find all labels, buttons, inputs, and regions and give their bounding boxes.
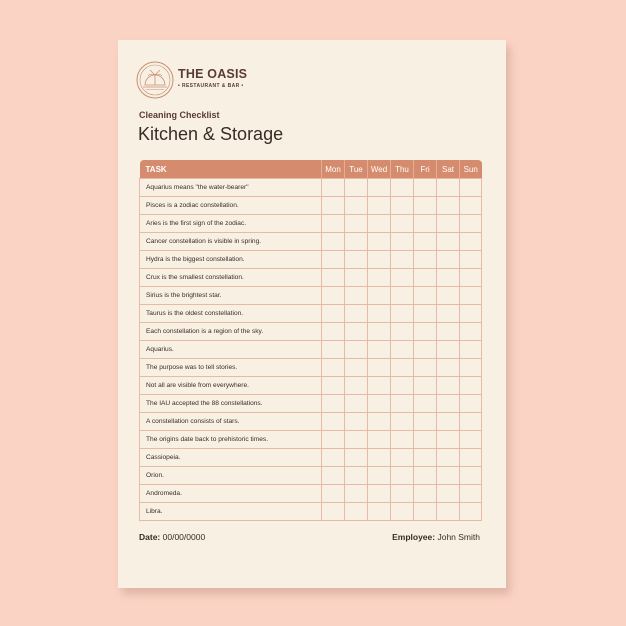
checkbox-cell-wed[interactable] (368, 395, 391, 413)
checkbox-cell-sun[interactable] (460, 449, 482, 467)
checkbox-cell-sun[interactable] (460, 395, 482, 413)
day-header-wed: Wed (368, 160, 391, 179)
checkbox-cell-sat[interactable] (437, 269, 460, 287)
checklist-table (139, 160, 482, 521)
table-row (140, 377, 482, 395)
checkbox-cell-sat[interactable] (437, 305, 460, 323)
checkbox-cell-fri[interactable] (414, 503, 437, 521)
date-label: Date: (139, 532, 161, 542)
table-row (140, 449, 482, 467)
task-label: Cassiopeia. (140, 449, 322, 467)
table-row (140, 485, 482, 503)
checkbox-cell-mon[interactable] (322, 305, 345, 323)
checkbox-cell-tue[interactable] (345, 323, 368, 341)
checkbox-cell-fri[interactable] (414, 341, 437, 359)
checkbox-cell-fri[interactable] (414, 359, 437, 377)
day-header-mon: Mon (322, 160, 345, 179)
checkbox-cell-wed[interactable] (368, 251, 391, 269)
day-header-tue: Tue (345, 160, 368, 179)
checkbox-cell-mon[interactable] (322, 269, 345, 287)
checkbox-cell-sun[interactable] (460, 197, 482, 215)
task-label: Aries is the first sign of the zodiac. (140, 215, 322, 233)
day-header-thu: Thu (391, 160, 414, 179)
checkbox-cell-sat[interactable] (437, 503, 460, 521)
checkbox-cell-tue[interactable] (345, 377, 368, 395)
task-label: Each constellation is a region of the sky. (140, 323, 322, 341)
checkbox-cell-tue[interactable] (345, 305, 368, 323)
task-label: A constellation consists of stars. (140, 413, 322, 431)
checkbox-cell-sun[interactable] (460, 503, 482, 521)
checkbox-cell-mon[interactable] (322, 431, 345, 449)
checkbox-cell-sat[interactable] (437, 377, 460, 395)
checkbox-cell-fri[interactable] (414, 251, 437, 269)
checkbox-cell-mon[interactable] (322, 449, 345, 467)
checkbox-cell-sun[interactable] (460, 215, 482, 233)
table-row (140, 359, 482, 377)
table-row (140, 287, 482, 305)
employee-label: Employee: (392, 532, 436, 542)
checkbox-cell-fri[interactable] (414, 395, 437, 413)
checkbox-cell-sun[interactable] (460, 413, 482, 431)
day-header-sat: Sat (437, 160, 460, 179)
checkbox-cell-mon[interactable] (322, 233, 345, 251)
checkbox-cell-tue[interactable] (345, 467, 368, 485)
checkbox-cell-sat[interactable] (437, 431, 460, 449)
task-label: Aquarius means "the water-bearer" (140, 179, 322, 197)
table-row (140, 395, 482, 413)
task-column-header: TASK (140, 160, 322, 179)
checkbox-cell-wed[interactable] (368, 413, 391, 431)
date-value: 00/00/0000 (162, 532, 206, 542)
day-header-fri: Fri (414, 160, 437, 179)
checkbox-cell-tue[interactable] (345, 197, 368, 215)
task-label: Sirius is the brightest star. (140, 287, 322, 305)
checkbox-cell-wed[interactable] (368, 503, 391, 521)
checkbox-cell-tue[interactable] (345, 413, 368, 431)
checkbox-cell-sun[interactable] (460, 233, 482, 251)
checkbox-cell-mon[interactable] (322, 395, 345, 413)
checkbox-cell-sun[interactable] (460, 269, 482, 287)
table-row (140, 269, 482, 287)
checkbox-cell-fri[interactable] (414, 269, 437, 287)
checkbox-cell-wed[interactable] (368, 467, 391, 485)
checkbox-cell-tue[interactable] (345, 287, 368, 305)
checkbox-cell-tue[interactable] (345, 341, 368, 359)
checkbox-cell-sat[interactable] (437, 215, 460, 233)
checkbox-cell-sat[interactable] (437, 413, 460, 431)
checkbox-cell-wed[interactable] (368, 215, 391, 233)
checkbox-cell-mon[interactable] (322, 179, 345, 197)
table-row (140, 251, 482, 269)
checkbox-cell-mon[interactable] (322, 251, 345, 269)
checkbox-cell-sat[interactable] (437, 359, 460, 377)
checkbox-cell-thu[interactable] (391, 359, 414, 377)
checkbox-cell-thu[interactable] (391, 233, 414, 251)
checkbox-cell-fri[interactable] (414, 287, 437, 305)
checkbox-cell-wed[interactable] (368, 377, 391, 395)
checkbox-cell-thu[interactable] (391, 395, 414, 413)
checkbox-cell-wed[interactable] (368, 287, 391, 305)
checkbox-cell-mon[interactable] (322, 377, 345, 395)
checkbox-cell-sun[interactable] (460, 341, 482, 359)
checkbox-cell-fri[interactable] (414, 377, 437, 395)
checkbox-cell-mon[interactable] (322, 359, 345, 377)
task-label: Crux is the smallest constellation. (140, 269, 322, 287)
checkbox-cell-thu[interactable] (391, 197, 414, 215)
checkbox-cell-thu[interactable] (391, 269, 414, 287)
checkbox-cell-tue[interactable] (345, 503, 368, 521)
employee-value: John Smith (437, 532, 480, 542)
task-label: Libra. (140, 503, 322, 521)
checkbox-cell-thu[interactable] (391, 215, 414, 233)
brand-name: THE OASIS (178, 67, 248, 81)
checkbox-cell-mon[interactable] (322, 467, 345, 485)
checkbox-cell-fri[interactable] (414, 413, 437, 431)
checkbox-cell-sun[interactable] (460, 431, 482, 449)
checkbox-cell-thu[interactable] (391, 467, 414, 485)
checkbox-cell-mon[interactable] (322, 341, 345, 359)
checkbox-cell-tue[interactable] (345, 485, 368, 503)
task-label: Aquarius. (140, 341, 322, 359)
checkbox-cell-sun[interactable] (460, 467, 482, 485)
table-row (140, 197, 482, 215)
page-subtitle: Cleaning Checklist (139, 110, 220, 120)
checkbox-cell-wed[interactable] (368, 233, 391, 251)
table-row (140, 467, 482, 485)
checkbox-cell-wed[interactable] (368, 179, 391, 197)
checkbox-cell-fri[interactable] (414, 305, 437, 323)
palm-sun-logo-icon (136, 61, 174, 99)
checkbox-cell-mon[interactable] (322, 503, 345, 521)
checkbox-cell-sun[interactable] (460, 251, 482, 269)
checkbox-cell-thu[interactable] (391, 485, 414, 503)
checkbox-cell-sun[interactable] (460, 359, 482, 377)
checkbox-cell-fri[interactable] (414, 179, 437, 197)
checkbox-cell-wed[interactable] (368, 485, 391, 503)
checkbox-cell-sat[interactable] (437, 449, 460, 467)
checkbox-cell-sat[interactable] (437, 179, 460, 197)
checkbox-cell-sun[interactable] (460, 377, 482, 395)
checkbox-cell-sun[interactable] (460, 485, 482, 503)
checkbox-cell-sat[interactable] (437, 197, 460, 215)
checkbox-cell-thu[interactable] (391, 413, 414, 431)
checkbox-cell-wed[interactable] (368, 305, 391, 323)
table-row (140, 233, 482, 251)
checkbox-cell-sun[interactable] (460, 287, 482, 305)
day-header-sun: Sun (460, 160, 482, 179)
task-label: The IAU accepted the 88 constellations. (140, 395, 322, 413)
checkbox-cell-thu[interactable] (391, 179, 414, 197)
checkbox-cell-sat[interactable] (437, 467, 460, 485)
employee-field (392, 532, 480, 542)
checkbox-cell-fri[interactable] (414, 215, 437, 233)
checkbox-cell-wed[interactable] (368, 359, 391, 377)
table-row (140, 323, 482, 341)
table-row (140, 503, 482, 521)
table-row (140, 215, 482, 233)
table-row (140, 305, 482, 323)
checkbox-cell-sat[interactable] (437, 233, 460, 251)
checkbox-cell-fri[interactable] (414, 431, 437, 449)
checkbox-cell-thu[interactable] (391, 287, 414, 305)
checkbox-cell-thu[interactable] (391, 305, 414, 323)
table-header-row (140, 160, 482, 179)
task-label: Pisces is a zodiac constellation. (140, 197, 322, 215)
checkbox-cell-tue[interactable] (345, 215, 368, 233)
checkbox-cell-sat[interactable] (437, 485, 460, 503)
checkbox-cell-tue[interactable] (345, 359, 368, 377)
checkbox-cell-tue[interactable] (345, 431, 368, 449)
checkbox-cell-thu[interactable] (391, 431, 414, 449)
checkbox-cell-tue[interactable] (345, 251, 368, 269)
task-label: Taurus is the oldest constellation. (140, 305, 322, 323)
task-label: Andromeda. (140, 485, 322, 503)
checkbox-cell-sat[interactable] (437, 323, 460, 341)
checklist-sheet (118, 40, 506, 588)
checkbox-cell-fri[interactable] (414, 467, 437, 485)
task-label: Not all are visible from everywhere. (140, 377, 322, 395)
brand-tagline: • RESTAURANT & BAR • (178, 83, 244, 89)
checkbox-cell-thu[interactable] (391, 341, 414, 359)
checkbox-cell-thu[interactable] (391, 503, 414, 521)
checkbox-cell-wed[interactable] (368, 197, 391, 215)
checkbox-cell-fri[interactable] (414, 197, 437, 215)
checkbox-cell-tue[interactable] (345, 233, 368, 251)
checkbox-cell-sun[interactable] (460, 323, 482, 341)
checkbox-cell-thu[interactable] (391, 377, 414, 395)
task-label: Hydra is the biggest constellation. (140, 251, 322, 269)
table-row (140, 431, 482, 449)
checkbox-cell-tue[interactable] (345, 179, 368, 197)
checkbox-cell-mon[interactable] (322, 485, 345, 503)
checkbox-cell-tue[interactable] (345, 269, 368, 287)
checkbox-cell-sat[interactable] (437, 251, 460, 269)
checkbox-cell-mon[interactable] (322, 323, 345, 341)
task-label: Cancer constellation is visible in spring. (140, 233, 322, 251)
page-title: Kitchen & Storage (138, 124, 284, 144)
checkbox-cell-fri[interactable] (414, 485, 437, 503)
checkbox-cell-thu[interactable] (391, 323, 414, 341)
checkbox-cell-fri[interactable] (414, 449, 437, 467)
checkbox-cell-mon[interactable] (322, 215, 345, 233)
checkbox-cell-wed[interactable] (368, 269, 391, 287)
checkbox-cell-fri[interactable] (414, 323, 437, 341)
checkbox-cell-thu[interactable] (391, 251, 414, 269)
checkbox-cell-tue[interactable] (345, 449, 368, 467)
task-label: Orion. (140, 467, 322, 485)
task-label: The purpose was to tell stories. (140, 359, 322, 377)
table-row (140, 341, 482, 359)
table-row (140, 179, 482, 197)
checkbox-cell-wed[interactable] (368, 323, 391, 341)
date-field (139, 532, 205, 542)
checkbox-cell-mon[interactable] (322, 413, 345, 431)
checkbox-cell-tue[interactable] (345, 395, 368, 413)
checkbox-cell-mon[interactable] (322, 197, 345, 215)
checkbox-cell-sun[interactable] (460, 305, 482, 323)
checkbox-cell-wed[interactable] (368, 449, 391, 467)
checkbox-cell-wed[interactable] (368, 341, 391, 359)
checkbox-cell-sun[interactable] (460, 179, 482, 197)
checkbox-cell-thu[interactable] (391, 449, 414, 467)
checkbox-cell-mon[interactable] (322, 287, 345, 305)
table-row (140, 413, 482, 431)
checkbox-cell-sat[interactable] (437, 341, 460, 359)
checkbox-cell-wed[interactable] (368, 431, 391, 449)
checkbox-cell-sat[interactable] (437, 287, 460, 305)
checkbox-cell-sat[interactable] (437, 395, 460, 413)
task-label: The origins date back to prehistoric times. (140, 431, 322, 449)
checkbox-cell-fri[interactable] (414, 233, 437, 251)
